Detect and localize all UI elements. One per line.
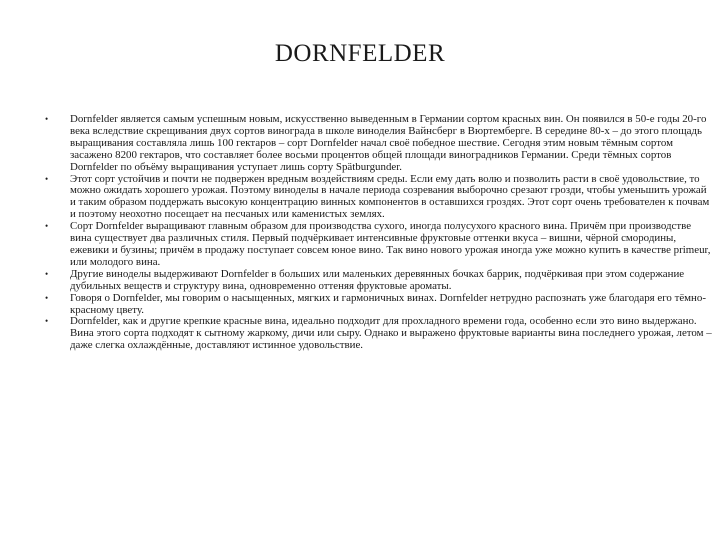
bullet-item — [45, 293, 713, 317]
bullet-text: Dornfelder является самым успешным новым, искусственно выведенным в Германии сортом красных вин. Он появился в 50-е годы 20-го века вследствие скрещивания двух сортов винограда в школе виноделия Вайнсберг в Вюртемберге. В середине 80-х – до этого площадь выращивания составляла лишь 100 гектаров – сорт Dornfelder начал своё победное шествие. Сегодня этим новым тёмным сортом засажено 8200 гектаров, что составляет более восьми процентов общей площади виноградников Германии. Среди тёмных сортов Dornfelder по объёму выращивания уступает лишь сорту Spätburgunder. — [70, 113, 707, 173]
bullet-icon: • — [45, 292, 49, 303]
bullet-text: Dornfelder, как и другие крепкие красные вина, идеально подходит для прохладного времени года, особенно если это вино выдержано. Вина этого сорта подходят к сытному жаркому, дичи или сыру. Однако и выражено фруктовые варианты вина последнего урожая, летом – даже слегка охлаждённые, доставляют истинное удовольствие. — [70, 315, 712, 352]
bullet-text: Сорт Dornfelder выращивают главным образом для производства сухого, иногда полусухого красного вина. Причём при производстве вина существует два различных стиля. Первый подчёркивает интенсивные фруктовые оттенки вкуса – вишни, чёрной смородины, ежевики и бузины; причём в продажу поступает совсем юное вино. Так вино нового урожая иногда уже можно купить в качестве primeur, или молодого вина. — [70, 220, 711, 268]
bullet-item — [45, 269, 713, 293]
bullet-icon: • — [45, 221, 49, 232]
bullet-icon: • — [45, 114, 49, 124]
bullet-icon: • — [45, 173, 49, 184]
bullet-text: Этот сорт устойчив и почти не подвержен вредным воздействиям среды. Если ему дать волю и позволить расти в своё удовольствие, то можно ожидать хорошего урожая. Поэтому виноделы в начале периода созревания выборочно срезают грозди, чтобы уменьшить урожай и таким образом поддержать высокую концентрацию винных компонентов в оставшихся гроздях. Этот сорт очень требователен к почвам и поэтому неохотно посещает на песчаных или каменистых землях. — [70, 172, 710, 221]
bullet-item — [45, 316, 713, 352]
slide-title: DORNFELDER — [274, 40, 446, 67]
bullet-text: Другие виноделы выдерживают Dornfelder в больших или маленьких деревянных бочках баррик, подчёркивая при этом содержание дубильных веществ и структуру вина, одновременно оттеняя фруктовые ароматы. — [70, 267, 685, 292]
bullet-item — [45, 221, 713, 269]
bullet-text: Говоря о Dornfelder, мы говорим о насыщенных, мягких и гармоничных винах. Dornfelder нетрудно распознать уже благодаря его тёмно-красному цвету. — [70, 291, 706, 316]
bullet-icon: • — [45, 316, 49, 327]
bullet-item — [45, 114, 713, 174]
bullet-item — [45, 174, 713, 222]
bullet-list — [45, 114, 713, 352]
bullet-icon: • — [45, 268, 49, 279]
